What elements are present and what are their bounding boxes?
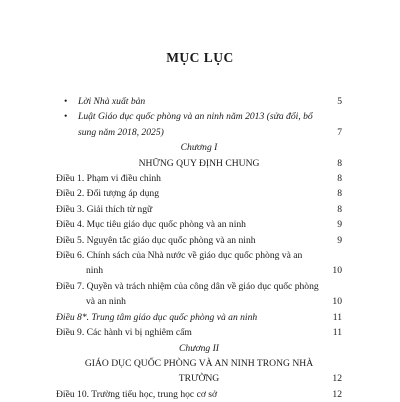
- page-number: 10: [332, 265, 342, 277]
- page-number: 8: [337, 188, 342, 200]
- page-number: 11: [332, 327, 342, 339]
- toc-entry-text: Điều 7. Quyền và trách nhiệm của công dân về giáo dục quốc phòng và an ninh: [56, 280, 319, 308]
- toc-entry-text: Điều 9. Các hành vi bị nghiêm cấm: [56, 327, 192, 339]
- toc-entry[interactable]: [56, 310, 342, 325]
- page-number: 8: [337, 157, 342, 169]
- toc-entry[interactable]: [56, 217, 342, 232]
- chapter-title[interactable]: [56, 156, 342, 171]
- page-number: 7: [337, 126, 342, 138]
- table-of-contents: [56, 94, 342, 402]
- toc-entry-text: Điều 2. Đối tượng áp dụng: [56, 188, 160, 200]
- toc-entry[interactable]: [56, 233, 342, 248]
- page-title: MỤC LỤC: [166, 50, 234, 65]
- page-number: 8: [337, 173, 342, 185]
- toc-entry[interactable]: [56, 325, 342, 340]
- toc-entry-text: Điều 3. Giải thích từ ngữ: [56, 203, 153, 215]
- page-number: 9: [337, 219, 342, 231]
- chapter-label: Chương I: [180, 142, 218, 154]
- toc-entry[interactable]: [56, 202, 342, 217]
- toc-entry[interactable]: [56, 279, 342, 310]
- toc-entry-text: Điều 6. Chính sách của Nhà nước về giáo dục quốc phòng và an ninh: [56, 250, 303, 277]
- toc-entry-text: Điều 1. Phạm vi điều chỉnh: [56, 173, 161, 185]
- toc-entry-text: Điều 4. Mục tiêu giáo dục quốc phòng và an ninh: [56, 219, 246, 231]
- toc-entry-text: Điều 8*. Trung tâm giáo dục quốc phòng và an ninh: [56, 311, 258, 323]
- toc-entry-text: Điều 5. Nguyên tắc giáo dục quốc phòng và an ninh: [56, 234, 256, 246]
- page-number: 10: [332, 296, 342, 308]
- toc-entry-text: • Luật Giáo dục quốc phòng và an ninh năm 2013 (sửa đổi, bổ sung năm 2018, 2025): [56, 109, 342, 140]
- toc-entry[interactable]: [56, 186, 342, 201]
- chapter-title-text: NHỮNG QUY ĐỊNH CHUNG: [138, 157, 260, 169]
- toc-entry-text: Điều 10. Trường tiểu học, trung học cơ sở: [56, 388, 218, 400]
- toc-entry[interactable]: [56, 171, 342, 186]
- toc-entry-text: • Lời Nhà xuất bản: [56, 94, 342, 109]
- chapter-title-text: GIÁO DỤC QUỐC PHÒNG VÀ AN NINH TRONG NHÀ TRƯỜNG: [84, 357, 314, 385]
- toc-bullet-entry[interactable]: [56, 109, 342, 140]
- page-number: 9: [337, 234, 342, 246]
- toc-bullet-entry[interactable]: [56, 94, 342, 109]
- page-number: 12: [332, 373, 342, 385]
- page-number: 5: [337, 96, 342, 107]
- toc-entry[interactable]: [56, 248, 342, 279]
- page-number: 8: [337, 203, 342, 215]
- chapter-label: Chương II: [179, 342, 219, 354]
- page-number: 11: [332, 311, 342, 323]
- chapter-title[interactable]: [56, 356, 342, 387]
- page-number: 12: [332, 388, 342, 400]
